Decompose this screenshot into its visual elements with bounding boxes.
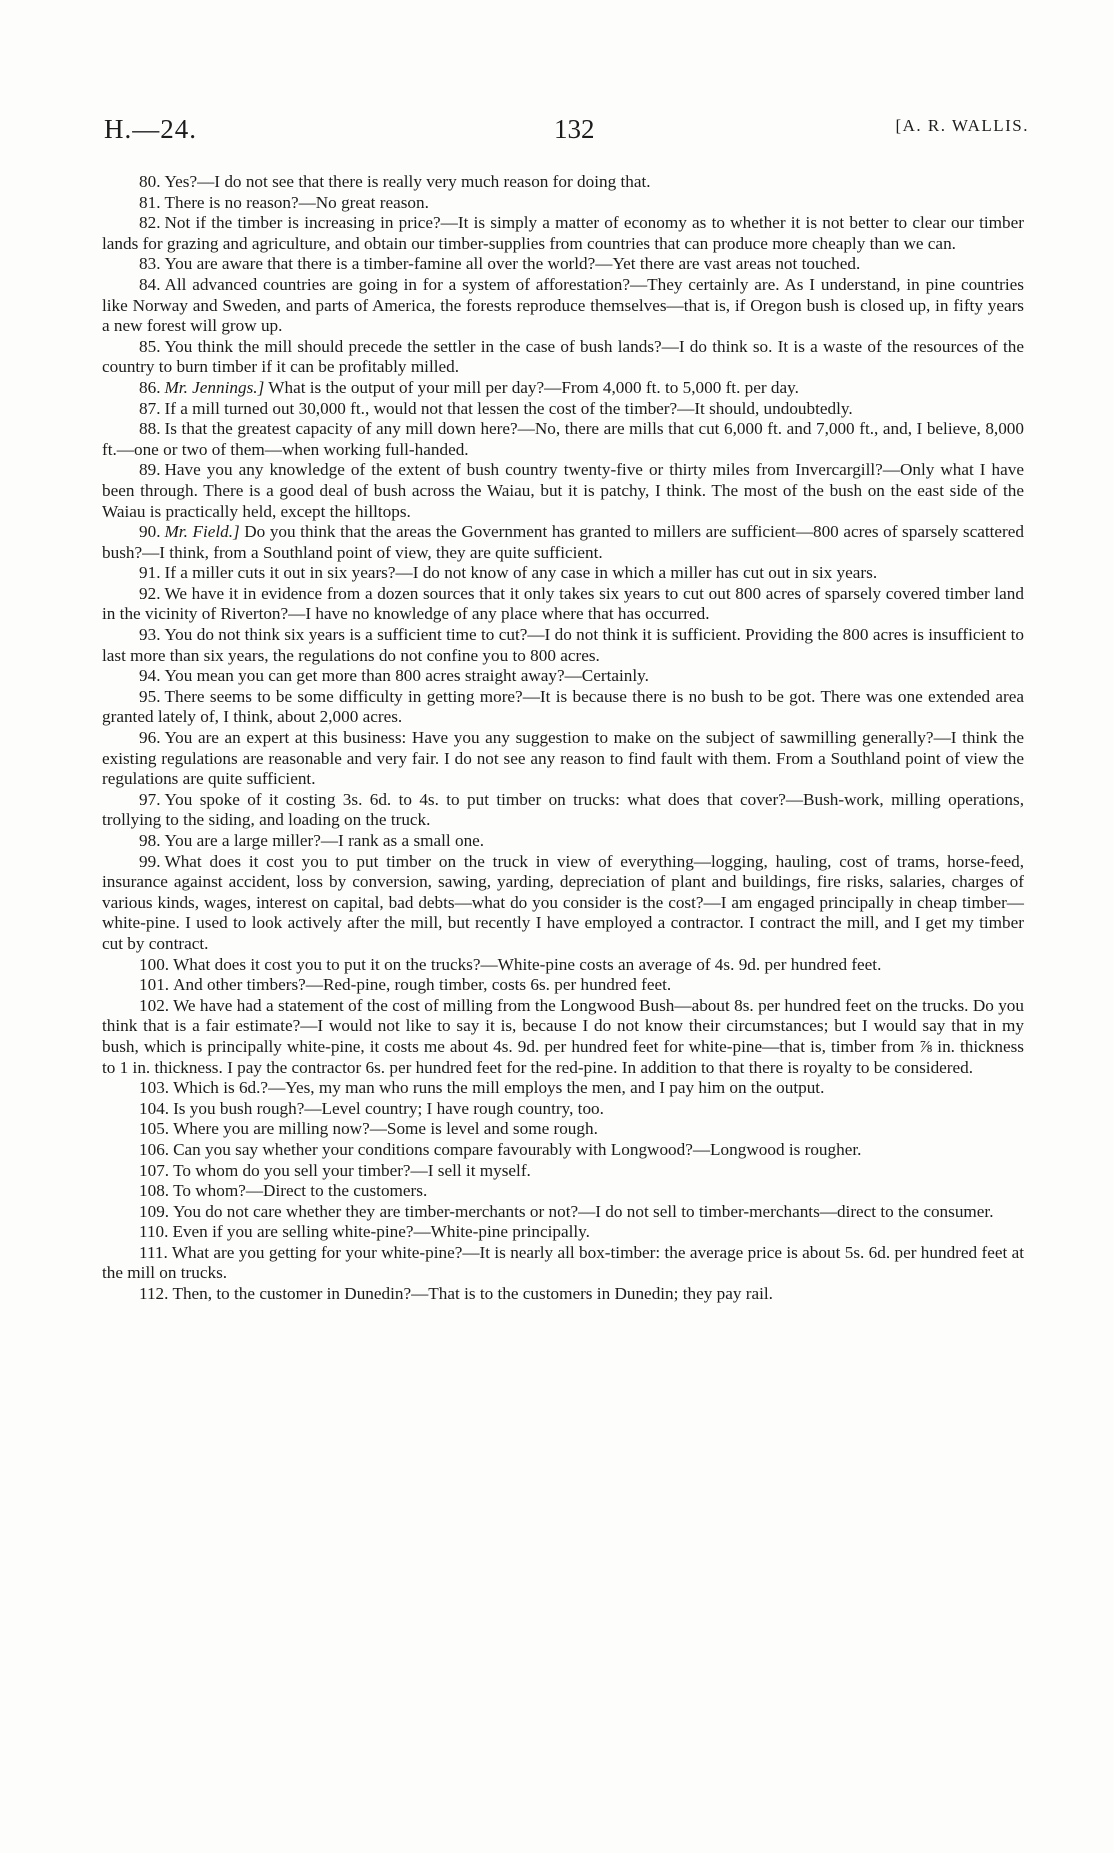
question-answer-text: You are aware that there is a timber-famine all over the world?—Yet there are vast areas not touched. <box>164 254 861 274</box>
question-answer-text: If a miller cuts it out in six years?—I do not know of any case in which a miller has cut out in six years. <box>164 563 878 583</box>
page-header <box>104 114 1029 148</box>
question-answer-text: We have it in evidence from a dozen sources that it only takes six years to cut out 800 acres of sparsely covered timber land in the vicinity of Riverton?—I have no knowledge of any place where that has occurred. <box>102 583 1024 624</box>
question-answer-paragraph <box>102 193 1024 214</box>
question-answer-text: To whom do you sell your timber?—I sell it myself. <box>173 1160 531 1180</box>
question-answer-text: You do not think six years is a sufficient time to cut?—I do not think it is sufficient. Providing the 800 acres is insufficient to last more than six years, the regulations do not confine you to 800 acres. <box>102 625 1024 665</box>
question-answer-text: Then, to the customer in Dunedin?—That is to the customers in Dunedin; they pay rail. <box>172 1284 773 1304</box>
question-number: 93. <box>139 625 161 645</box>
question-answer-paragraph <box>102 378 1024 399</box>
page-number: 132 <box>554 114 595 144</box>
question-answer-text: What are you getting for your white-pine?—It is nearly all box-timber: the average price is about 5s. 6d. per hundred feet at the mill on trucks. <box>102 1242 1024 1283</box>
question-answer-text: What is the output of your mill per day?—From 4,000 ft. to 5,000 ft. per day. <box>268 377 799 397</box>
question-answer-text: All advanced countries are going in for a system of afforestation?—They certainly are. As I understand, in pine countries like Norway and Sweden, and parts of America, the forests reproduce themselves—that is, if Oregon bush is closed up, in fifty years a new forest will grow up. <box>102 274 1024 336</box>
question-answer-paragraph <box>102 666 1024 687</box>
question-answer-paragraph <box>102 831 1024 852</box>
question-number: 95. <box>139 686 161 706</box>
question-number: 97. <box>139 789 161 809</box>
question-answer-text: What does it cost you to put timber on the truck in view of everything—logging, hauling, cost of trams, horse-feed, insurance against accident, loss by conversion, sawing, yarding, depreciation of plant and buildings, fire risks, salaries, charges of various kinds, wages, interest on capital, bad debts—what do you consider is the cost?—I am engaged principally in cheap timber—white-pine. I used to look actively after the mill, but recently I have employed a contractor. I contract the mill, and I get my timber cut by contract. <box>102 851 1024 953</box>
question-answer-paragraph <box>102 790 1024 831</box>
question-answer-text: Can you say whether your conditions compare favourably with Longwood?—Longwood is rougher. <box>173 1139 862 1159</box>
question-answer-paragraph <box>102 1140 1024 1161</box>
question-answer-paragraph <box>102 254 1024 275</box>
question-number: 111. <box>139 1242 168 1262</box>
question-number: 107. <box>139 1160 170 1180</box>
question-answer-text: You are a large miller?—I rank as a small one. <box>164 831 485 850</box>
question-number: 86. <box>139 377 161 397</box>
question-number: 88. <box>139 419 161 439</box>
question-answer-text: To whom?—Direct to the customers. <box>173 1181 428 1201</box>
question-answer-paragraph <box>102 275 1024 337</box>
question-answer-paragraph <box>102 213 1024 254</box>
question-answer-paragraph <box>102 955 1024 976</box>
question-number: 99. <box>139 851 161 871</box>
question-answer-text: Do you think that the areas the Government has granted to millers are sufficient—800 acres of sparsely scattered bush?—I think, from a Southland point of view, they are quite sufficient. <box>102 522 1025 562</box>
question-answer-paragraph <box>102 996 1024 1078</box>
question-answer-paragraph <box>102 1243 1024 1284</box>
question-number: 90. <box>139 522 161 542</box>
evidence-body <box>102 172 1024 1305</box>
question-answer-paragraph <box>102 1181 1024 1202</box>
question-answer-paragraph <box>102 1202 1024 1223</box>
question-answer-text: Where you are milling now?—Some is level and some rough. <box>173 1119 598 1139</box>
question-number: 100. <box>139 954 170 974</box>
question-answer-paragraph <box>102 1078 1024 1099</box>
question-answer-paragraph <box>102 625 1024 666</box>
question-answer-paragraph <box>102 1284 1024 1305</box>
question-answer-paragraph <box>102 975 1024 996</box>
speaker-label: Mr. Field.] <box>164 522 240 542</box>
question-answer-paragraph <box>102 852 1024 955</box>
question-number: 92. <box>139 583 161 603</box>
question-answer-text: You mean you can get more than 800 acres straight away?—Certainly. <box>164 666 649 686</box>
question-answer-paragraph <box>102 728 1024 790</box>
question-number: 106. <box>139 1139 170 1159</box>
question-number: 101. <box>139 975 170 995</box>
question-answer-text: There seems to be some difficulty in getting more?—It is because there is no bush to be got. There was one extended area granted lately of, I think, about 2,000 acres. <box>102 686 1024 727</box>
question-number: 83. <box>139 254 161 274</box>
question-number: 103. <box>139 1078 170 1098</box>
question-answer-paragraph <box>102 584 1024 625</box>
question-number: 96. <box>139 728 161 748</box>
question-answer-text: Which is 6d.?—Yes, my man who runs the mill employs the men, and I pay him on the output. <box>173 1078 825 1098</box>
question-answer-text: If a mill turned out 30,000 ft., would not that lessen the cost of the timber?—It should, undoubtedly. <box>164 398 853 418</box>
question-answer-paragraph <box>102 563 1024 584</box>
question-answer-paragraph <box>102 1161 1024 1182</box>
question-number: 110. <box>139 1222 169 1242</box>
question-number: 102. <box>139 995 170 1015</box>
question-answer-text: There is no reason?—No great reason. <box>164 192 429 212</box>
question-answer-text: Not if the timber is increasing in price?—It is simply a matter of economy as to whether it is not better to clear our timber lands for grazing and agriculture, and obtain our timber-supplies from countries that can produce more cheaply than we can. <box>102 213 1024 253</box>
question-answer-paragraph <box>102 399 1024 420</box>
question-number: 91. <box>139 563 161 583</box>
question-answer-text: We have had a statement of the cost of milling from the Longwood Bush—about 8s. per hundred feet on the trucks. Do you think that is a fair estimate?—I would not like to say it is, because I do not know their circumstances; but I would say that in my bush, which is principally white-pine, it costs me about 4s. 9d. per hundred feet for white-pine—that is, timber from ⅞ in. thickness to 1 in. thickness. I pay the contractor 6s. per hundred feet for the red-pine. In addition to that there is royalty to be considered. <box>102 995 1024 1077</box>
question-number: 108. <box>139 1181 170 1201</box>
question-number: 85. <box>139 336 161 356</box>
question-answer-paragraph <box>102 419 1024 460</box>
question-answer-paragraph <box>102 1099 1024 1120</box>
question-number: 104. <box>139 1098 170 1118</box>
question-number: 87. <box>139 398 161 418</box>
question-answer-text: And other timbers?—Red-pine, rough timber, costs 6s. per hundred feet. <box>173 975 672 995</box>
question-answer-paragraph <box>102 687 1024 728</box>
question-answer-text: Even if you are selling white-pine?—White-pine principally. <box>172 1222 590 1242</box>
question-answer-paragraph <box>102 460 1024 522</box>
question-number: 89. <box>139 460 161 480</box>
question-number: 98. <box>139 831 161 850</box>
question-answer-text: You are an expert at this business: Have you any suggestion to make on the subject of sawmilling generally?—I think the existing regulations are reasonable and very fair. I do not see any reason to find fault with them. From a Southland point of view the regulations are quite sufficient. <box>102 728 1024 789</box>
question-answer-paragraph <box>102 1119 1024 1140</box>
speaker-label: Mr. Jennings.] <box>164 377 265 397</box>
question-number: 109. <box>139 1201 170 1221</box>
question-answer-paragraph <box>102 1222 1024 1243</box>
question-answer-text: Is you bush rough?—Level country; I have rough country, too. <box>173 1098 604 1118</box>
question-number: 82. <box>139 213 161 233</box>
witness-name: [A. R. WALLIS. <box>895 116 1029 135</box>
question-answer-paragraph <box>102 172 1024 193</box>
question-answer-text: You think the mill should precede the settler in the case of bush lands?—I do think so. It is a waste of the resources of the country to burn timber if it can be profitably milled. <box>102 336 1024 377</box>
question-answer-paragraph <box>102 522 1024 563</box>
question-answer-text: Have you any knowledge of the extent of bush country twenty-five or thirty miles from Invercargill?—Only what I have been through. There is a good deal of bush across the Waiau, but it is patchy, I think. The most of the bush on the east side of the Waiau is practically held, except the hilltops. <box>102 460 1024 521</box>
question-answer-paragraph <box>102 337 1024 378</box>
question-answer-text: You spoke of it costing 3s. 6d. to 4s. to put timber on trucks: what does that cover?—Bush-work, milling operations, trollying to the siding, and loading on the truck. <box>102 789 1024 830</box>
question-number: 80. <box>139 172 161 191</box>
question-number: 94. <box>139 666 161 686</box>
question-answer-text: What does it cost you to put it on the trucks?—White-pine costs an average of 4s. 9d. per hundred feet. <box>173 954 882 974</box>
question-answer-text: You do not care whether they are timber-merchants or not?—I do not sell to timber-merchants—direct to the consumer. <box>173 1201 994 1221</box>
question-number: 81. <box>139 192 161 212</box>
question-answer-text: Is that the greatest capacity of any mill down here?—No, there are mills that cut 6,000 ft. and 7,000 ft., and, I believe, 8,000 ft.—one or two of them—when working full-handed. <box>102 419 1024 459</box>
question-number: 84. <box>139 274 161 294</box>
question-number: 105. <box>139 1119 170 1139</box>
question-number: 112. <box>139 1284 169 1304</box>
question-answer-text: Yes?—I do not see that there is really very much reason for doing that. <box>164 172 651 191</box>
document-code: H.—24. <box>104 114 197 144</box>
